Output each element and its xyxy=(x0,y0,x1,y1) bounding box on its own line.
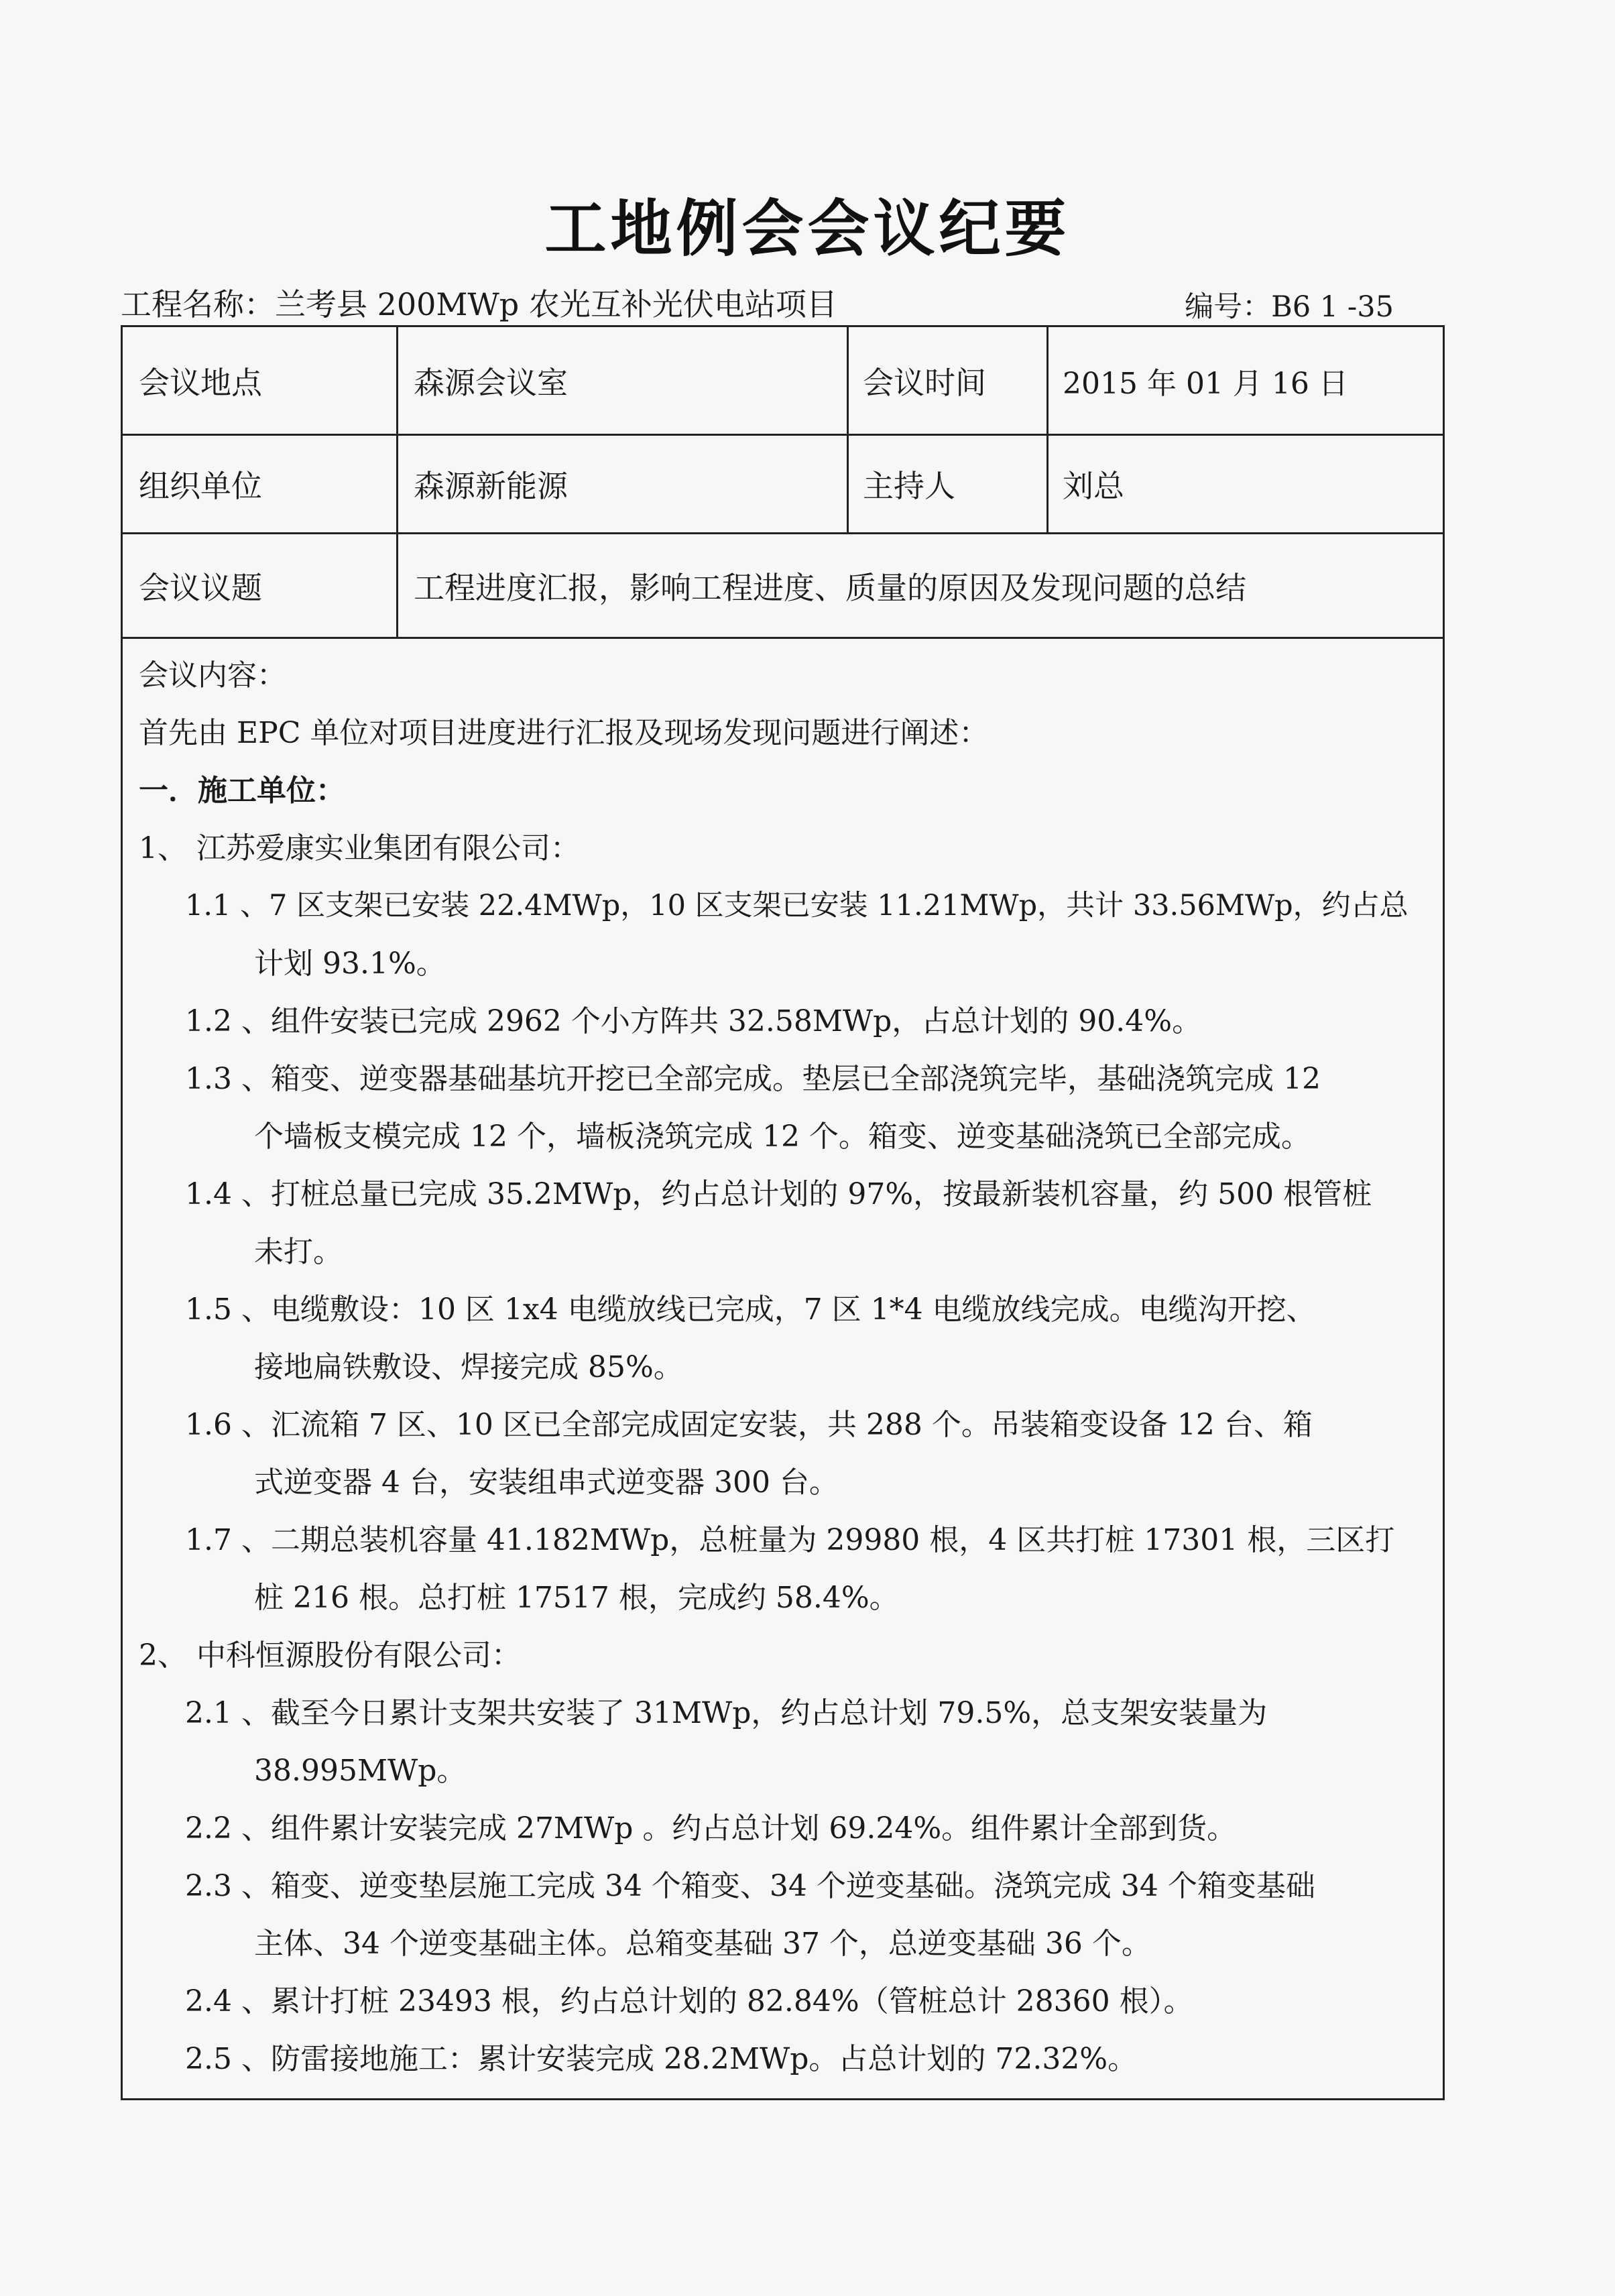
company-2-heading: 2、 中科恒源股份有限公司： xyxy=(139,1638,521,1673)
list-item: 1.3 、箱变、逆变器基础基坑开挖已全部完成。垫层已全部浇筑完毕，基础浇筑完成 12 xyxy=(185,1062,1321,1096)
list-item: 式逆变器 4 台，安装组串式逆变器 300 台。 xyxy=(254,1465,839,1500)
list-item: 1.1 、7 区支架已安装 22.4MWp，10 区支架已安装 11.21MWp，共计 33.56MWp，约占总 xyxy=(185,889,1409,922)
table-divider xyxy=(396,534,398,637)
list-item: 未打。 xyxy=(254,1235,343,1269)
list-item: 1.5 、电缆敷设：10 区 1x4 电缆放线已完成，7 区 1*4 电缆放线完成。电缆沟开挖、 xyxy=(185,1292,1316,1327)
time-label: 会议时间 xyxy=(863,364,986,401)
document-title: 工地例会会议纪要 xyxy=(544,193,1071,265)
table-divider xyxy=(1046,436,1049,532)
list-item: 38.995MWp。 xyxy=(254,1754,467,1788)
list-item: 2.3 、箱变、逆变垫层施工完成 34 个箱变、34 个逆变基础。浇筑完成 34 个箱变基础 xyxy=(185,1869,1315,1903)
serial-number: 编号：B6 1 -35 xyxy=(1185,290,1394,324)
company-1-heading: 1、 江苏爱康实业集团有限公司： xyxy=(139,831,580,865)
list-item: 1.6 、汇流箱 7 区、10 区已全部完成固定安装，共 288 个。吊装箱变设备 12 台、箱 xyxy=(185,1408,1313,1442)
host-label: 主持人 xyxy=(863,468,955,504)
table-divider xyxy=(396,327,398,434)
host-value: 刘总 xyxy=(1063,468,1124,504)
list-item: 1.7 、二期总装机容量 41.182MWp，总桩量为 29980 根，4 区共打桩 17301 根，三区打 xyxy=(185,1523,1395,1557)
list-item: 个墙板支模完成 12 个，墙板浇筑完成 12 个。箱变、逆变基础浇筑已全部完成。 xyxy=(254,1120,1311,1154)
list-item: 1.2 、组件安装已完成 2962 个小方阵共 32.58MWp，占总计划的 90.4%。 xyxy=(185,1004,1202,1038)
location-label: 会议地点 xyxy=(139,364,262,401)
table-divider xyxy=(396,436,398,532)
list-item: 2.4 、累计打桩 23493 根，约占总计划的 82.84%（管桩总计 28360 根）。 xyxy=(185,1984,1193,2018)
list-item: 主体、34 个逆变基础主体。总箱变基础 37 个，总逆变基础 36 个。 xyxy=(254,1927,1151,1961)
project-name: 工程名称：兰考县 200MWp 农光互补光伏电站项目 xyxy=(121,286,837,322)
topic-label: 会议议题 xyxy=(139,569,262,606)
table-row-location-time xyxy=(123,327,1443,436)
table-row-topic xyxy=(123,534,1443,639)
content-heading: 会议内容： xyxy=(139,658,286,692)
list-item: 1.4 、打桩总量已完成 35.2MWp，约占总计划的 97%，按最新装机容量，约 500 根管桩 xyxy=(185,1177,1372,1211)
content-intro: 首先由 EPC 单位对项目进度进行汇报及现场发现问题进行阐述： xyxy=(139,716,989,750)
section-construction-units: 一．施工单位： xyxy=(139,774,345,808)
table-row-org-host xyxy=(123,436,1443,534)
list-item: 计划 93.1%。 xyxy=(254,947,446,981)
list-item: 桩 216 根。总打桩 17517 根，完成约 58.4%。 xyxy=(254,1581,899,1615)
list-item: 2.5 、防雷接地施工：累计安装完成 28.2MWp。占总计划的 72.32%。 xyxy=(185,2042,1138,2076)
time-value: 2015 年 01 月 16 日 xyxy=(1063,366,1348,401)
meeting-table xyxy=(121,325,1445,2100)
location-value: 森源会议室 xyxy=(414,364,568,401)
org-label: 组织单位 xyxy=(139,468,262,504)
table-divider xyxy=(847,436,849,532)
list-item: 2.1 、截至今日累计支架共安装了 31MWp，约占总计划 79.5%，总支架安装量为 xyxy=(185,1696,1268,1730)
table-divider xyxy=(1046,327,1049,434)
topic-value: 工程进度汇报，影响工程进度、质量的原因及发现问题的总结 xyxy=(414,569,1246,606)
list-item: 2.2 、组件累计安装完成 27MWp 。约占总计划 69.24%。组件累计全部到货。 xyxy=(185,1811,1237,1846)
org-value: 森源新能源 xyxy=(414,468,568,504)
table-divider xyxy=(847,327,849,434)
list-item: 接地扁铁敷设、焊接完成 85%。 xyxy=(254,1350,683,1384)
